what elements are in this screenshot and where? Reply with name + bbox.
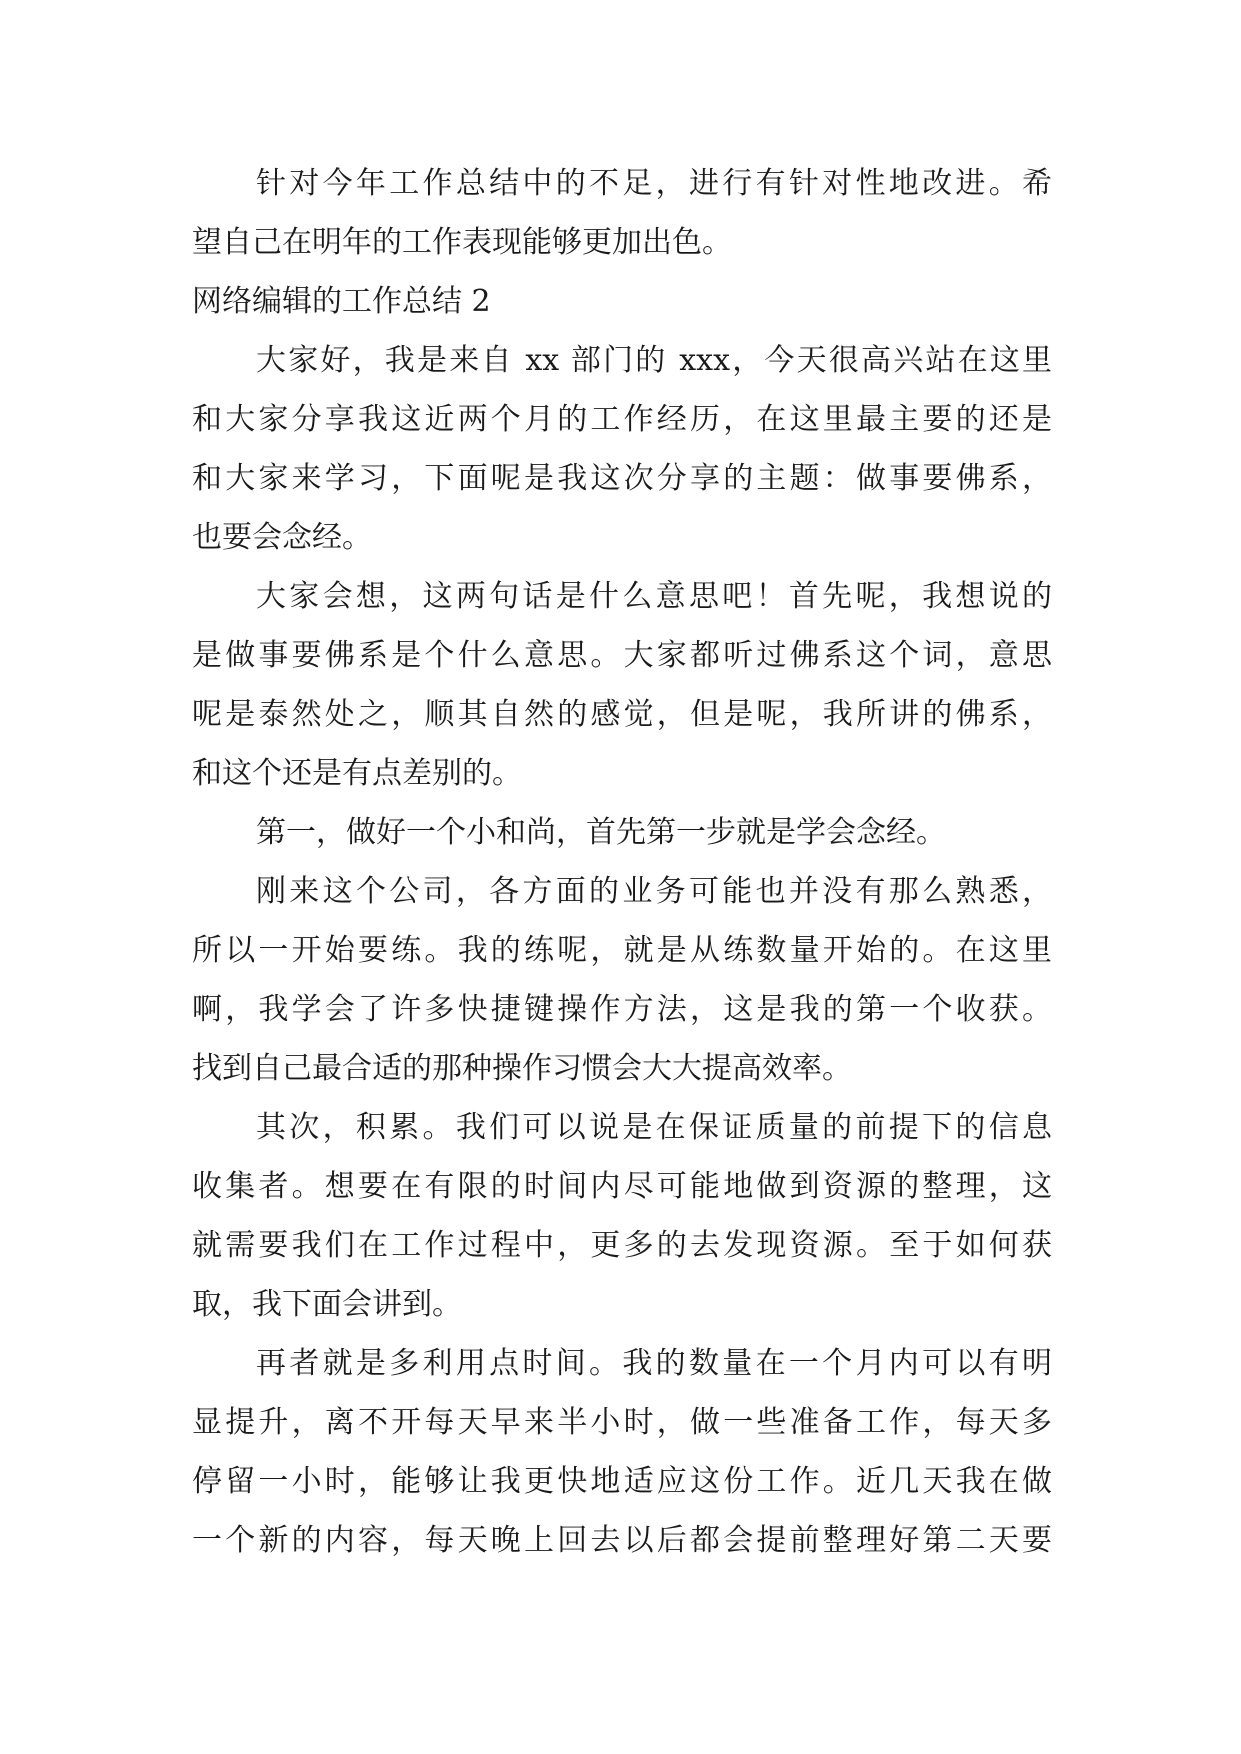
text-line: 大家好，我是来自 xx 部门的 xxx，今天很高兴站在这里 [256,343,1052,378]
text-line: 呢是泰然处之，顺其自然的感觉，但是呢，我所讲的佛系， [192,697,1052,732]
text-line: 其次，积累。我们可以说是在保证质量的前提下的信息 [256,1110,1052,1145]
text-line: 是做事要佛系是个什么意思。大家都听过佛系这个词，意思 [192,638,1052,673]
text-line: 停留一小时，能够让我更快地适应这份工作。近几天我在做 [192,1464,1052,1499]
text-line: 收集者。想要在有限的时间内尽可能地做到资源的整理，这 [192,1169,1052,1204]
text-line: 啊，我学会了许多快捷键操作方法，这是我的第一个收获。 [192,992,1052,1027]
text-line: 和大家分享我这近两个月的工作经历，在这里最主要的还是 [192,402,1052,437]
text-line: 和这个还是有点差别的。 [192,756,522,791]
text-line: 刚来这个公司，各方面的业务可能也并没有那么熟悉， [256,874,1052,909]
text-line: 第一，做好一个小和尚，首先第一步就是学会念经。 [256,815,946,850]
text-line: 望自己在明年的工作表现能够更加出色。 [192,225,732,260]
text-line: 找到自己最合适的那种操作习惯会大大提高效率。 [192,1051,852,1086]
text-line: 也要会念经。 [192,520,372,555]
text-line: 针对今年工作总结中的不足，进行有针对性地改进。希 [256,166,1052,201]
text-line: 一个新的内容，每天晚上回去以后都会提前整理好第二天要 [192,1523,1052,1558]
text-line: 所以一开始要练。我的练呢，就是从练数量开始的。在这里 [192,933,1052,968]
text-line: 显提升，离不开每天早来半小时，做一些准备工作，每天多 [192,1405,1052,1440]
text-line: 就需要我们在工作过程中，更多的去发现资源。至于如何获 [192,1228,1052,1263]
text-line: 取，我下面会讲到。 [192,1287,462,1322]
text-line: 和大家来学习，下面呢是我这次分享的主题：做事要佛系， [192,461,1052,496]
text-line: 大家会想，这两句话是什么意思吧！首先呢，我想说的 [256,579,1052,614]
text-line: 再者就是多利用点时间。我的数量在一个月内可以有明 [256,1346,1052,1381]
text-line: 网络编辑的工作总结 2 [192,284,491,319]
document-body [192,154,1052,1570]
